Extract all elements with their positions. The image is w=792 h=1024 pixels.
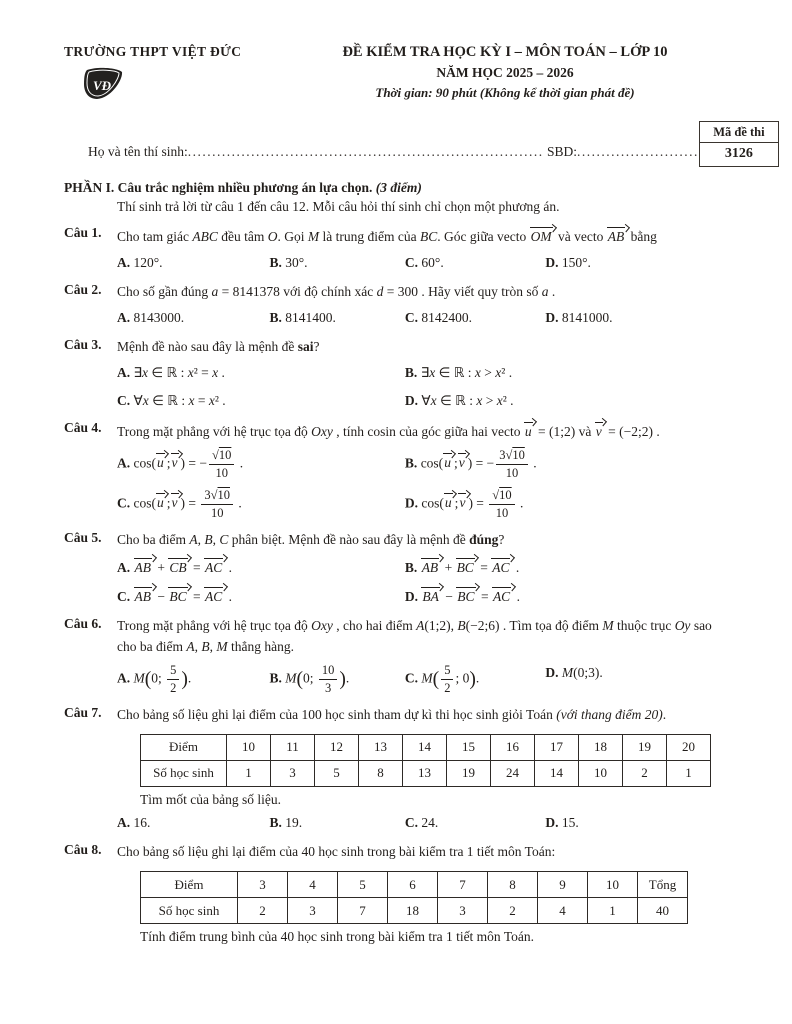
option-A: A. 8143000.	[117, 310, 185, 326]
question-number: Câu 2.	[64, 282, 102, 298]
option-C: C. AB − BC = AC .	[117, 588, 233, 604]
table-cell: Số học sinh	[141, 760, 227, 786]
question-text: Trong mặt phẳng với hệ trục tọa độ Oxy , tính cosin của góc giữa hai vecto u = (1;2) và v = (−2;2) .	[117, 423, 660, 439]
question-text: Cho bảng số liệu ghi lại điểm của 40 học sinh trong bài kiểm tra 1 tiết môn Toán:	[117, 844, 556, 860]
table-cell: Điểm	[141, 872, 238, 898]
candidate-name-field: .........................................................................	[187, 144, 544, 159]
exam-year: NĂM HỌC 2025 – 2026	[436, 65, 574, 80]
exam-duration: Thời gian: 90 phút (Không kể thời gian phát đề)	[375, 85, 635, 100]
exam-code-value: 3126	[724, 146, 753, 161]
question-number: Câu 5.	[64, 529, 102, 545]
question-text: Cho bảng số liệu ghi lại điểm của 100 học sinh tham dự kì thi học sinh giỏi Toán (với thang điểm 20).	[117, 706, 667, 722]
option-D: D. 8141000.	[545, 310, 613, 326]
table-cell: 18	[388, 898, 438, 924]
option-C: C. cos(u ;v ) = $\frac{3√10}{10}$ .	[117, 487, 242, 520]
table-cell: 15	[447, 734, 491, 760]
question-number: Câu 4.	[64, 419, 102, 435]
option-B: B. 30°.	[269, 254, 308, 270]
option-letter: B.	[404, 455, 418, 471]
question-number: Câu 1.	[64, 225, 102, 240]
option-letter: A.	[117, 670, 131, 686]
option-B: B. 8141400.	[269, 310, 336, 326]
question-head	[64, 282, 734, 303]
table-cell: 14	[535, 760, 579, 786]
question-4	[64, 420, 734, 521]
option-letter: B.	[269, 814, 282, 830]
sbd-field: .........................	[577, 144, 699, 159]
question-number: Câu 3.	[64, 337, 102, 353]
option-B: B. 19.	[269, 814, 303, 830]
question-number: Câu 6.	[64, 616, 102, 632]
option-C: C. M( $\frac{5}{2}$ ; 0).	[404, 662, 480, 695]
question-8	[64, 842, 734, 945]
table-cell: 1	[227, 760, 271, 786]
table-row	[141, 872, 688, 898]
table-cell: 5	[315, 760, 359, 786]
data-table	[140, 734, 711, 787]
candidate-info-row	[64, 121, 765, 167]
options-group	[117, 251, 734, 273]
option-C: C. 24.	[404, 814, 439, 830]
table-cell: 8	[488, 872, 538, 898]
exam-code-box	[699, 121, 779, 167]
question-head	[64, 842, 734, 863]
table-cell: 19	[447, 760, 491, 786]
part1-heading	[64, 180, 734, 196]
candidate-name-label: Họ và tên thí sinh:	[88, 144, 188, 159]
table-cell: Điểm	[141, 734, 227, 760]
table-cell: 14	[403, 734, 447, 760]
table-cell: 19	[623, 734, 667, 760]
sbd-label: SBD:	[547, 144, 578, 159]
option-letter: B.	[269, 254, 282, 270]
option-letter: A.	[117, 814, 131, 830]
option-letter: A.	[117, 559, 131, 575]
question-head	[64, 530, 734, 551]
question-post-text: Tìm mốt của bảng số liệu.	[140, 791, 281, 807]
question-head	[64, 420, 734, 443]
part1-instruction: Thí sinh trả lời từ câu 1 đến câu 12. Mỗi câu hỏi thí sinh chỉ chọn một phương án.	[117, 199, 560, 214]
option-letter: B.	[269, 670, 282, 686]
table-cell: 6	[388, 872, 438, 898]
option-letter: C.	[117, 392, 131, 408]
questions-list	[64, 225, 734, 945]
option-C: C. 8142400.	[404, 310, 473, 326]
part1-title: PHẦN I. Câu trắc nghiệm nhiều phương án lựa chọn.	[64, 180, 373, 195]
question-text: Mệnh đề nào sau đây là mệnh đề sai?	[117, 339, 320, 355]
options-group	[117, 446, 734, 521]
table-cell: 10	[579, 760, 623, 786]
table-cell: 1	[667, 760, 711, 786]
question-5	[64, 530, 734, 607]
table-cell: 4	[288, 872, 338, 898]
option-letter: D.	[545, 310, 559, 326]
option-letter: C.	[404, 254, 419, 270]
table-cell: 3	[238, 872, 288, 898]
table-cell: 13	[359, 734, 403, 760]
option-A: A. cos(u ;v ) = − $\frac{√10}{10}$ .	[117, 447, 244, 480]
options-group	[117, 361, 734, 411]
option-letter: D.	[545, 254, 559, 270]
option-letter: C.	[404, 670, 419, 686]
question-text: Cho ba điểm A, B, C phân biệt. Mệnh đề nào sau đây là mệnh đề đúng?	[117, 531, 505, 547]
option-A: A. ∃x ∈ ℝ : x² = x .	[117, 365, 225, 381]
question-post-text: Tính điểm trung bình của 40 học sinh trong bài kiểm tra 1 tiết môn Toán.	[140, 929, 534, 945]
table-row	[141, 898, 688, 924]
option-letter: C.	[117, 495, 131, 511]
part1-points: (3 điểm)	[375, 180, 422, 195]
table-cell: Số học sinh	[141, 898, 238, 924]
option-letter: D.	[545, 814, 559, 830]
data-table	[140, 871, 688, 924]
candidate-info-line	[64, 144, 699, 167]
option-letter: B.	[269, 310, 282, 326]
table-cell: 40	[638, 898, 688, 924]
table-cell: 10	[227, 734, 271, 760]
option-C: C. 60°.	[404, 254, 444, 270]
table-cell: 17	[535, 734, 579, 760]
option-letter: A.	[117, 254, 131, 270]
table-cell: 5	[338, 872, 388, 898]
question-2	[64, 282, 734, 328]
table-cell: 8	[359, 760, 403, 786]
table-cell: 16	[491, 734, 535, 760]
option-letter: B.	[404, 365, 418, 381]
data-table-wrap	[140, 871, 734, 924]
question-7	[64, 705, 734, 833]
question-number: Câu 7.	[64, 704, 102, 720]
option-D: D. M(0;3).	[545, 664, 603, 680]
exam-title-block	[276, 44, 734, 105]
exam-title: ĐỀ KIỂM TRA HỌC KỲ I – MÔN TOÁN – LỚP 10	[342, 44, 668, 60]
question-1	[64, 225, 734, 273]
table-cell: 3	[288, 898, 338, 924]
table-cell: 9	[538, 872, 588, 898]
option-A: A. 120°.	[117, 254, 163, 270]
school-name: TRƯỜNG THPT VIỆT ĐỨC	[64, 44, 242, 59]
option-letter: C.	[117, 588, 131, 604]
exam-header	[64, 44, 734, 105]
option-A: A. 16.	[117, 814, 151, 830]
exam-code-label: Mã đề thi	[700, 122, 778, 143]
table-cell: 2	[488, 898, 538, 924]
table-cell: 13	[403, 760, 447, 786]
school-block	[64, 44, 276, 105]
table-row	[141, 760, 711, 786]
question-6	[64, 616, 734, 696]
question-3	[64, 337, 734, 410]
table-cell: 1	[588, 898, 638, 924]
options-group	[117, 661, 734, 696]
data-table-wrap	[140, 734, 734, 787]
question-head	[64, 225, 734, 248]
table-row	[141, 734, 711, 760]
table-cell: 2	[238, 898, 288, 924]
option-B: B. cos(u ;v ) = − $\frac{3√10}{10}$ .	[404, 447, 537, 480]
options-group	[117, 554, 734, 608]
question-head	[64, 337, 734, 358]
table-cell: 18	[579, 734, 623, 760]
table-cell: 20	[667, 734, 711, 760]
question-head	[64, 616, 734, 658]
option-letter: A.	[117, 365, 131, 381]
table-cell: 7	[438, 872, 488, 898]
option-D: D. ∀x ∈ ℝ : x > x² .	[404, 392, 514, 408]
table-cell: 3	[271, 760, 315, 786]
school-logo-icon	[82, 67, 276, 105]
option-B: B. ∃x ∈ ℝ : x > x² .	[404, 365, 513, 381]
question-text: Cho số gần đúng a = 8141378 với độ chính xác d = 300 . Hãy viết quy tròn số a .	[117, 284, 556, 300]
option-letter: D.	[404, 495, 419, 511]
question-number: Câu 8.	[64, 842, 102, 858]
question-head	[64, 705, 734, 726]
option-letter: C.	[404, 814, 419, 830]
table-cell: 3	[438, 898, 488, 924]
option-B: B. AB + BC = AC .	[404, 559, 520, 575]
option-letter: D.	[545, 664, 559, 680]
option-letter: D.	[404, 588, 419, 604]
logo-text: VĐ	[93, 78, 112, 93]
option-letter: D.	[404, 392, 419, 408]
option-D: D. 150°.	[545, 254, 591, 270]
table-cell: 24	[491, 760, 535, 786]
option-D: D. 15.	[545, 814, 579, 830]
options-group	[117, 306, 734, 328]
table-cell: Tổng	[638, 872, 688, 898]
option-D: D. BA − BC = AC .	[404, 588, 520, 604]
option-letter: A.	[117, 455, 131, 471]
option-C: C. ∀x ∈ ℝ : x = x² .	[117, 392, 226, 408]
option-letter: A.	[117, 310, 131, 326]
options-group	[117, 811, 734, 833]
option-A: A. AB + CB = AC .	[117, 559, 233, 575]
table-cell: 2	[623, 760, 667, 786]
question-text: Trong mặt phẳng với hệ trục tọa độ Oxy , cho hai điểm A(1;2), B(−2;6) . Tìm tọa độ điểm M thuộc trục Oy sao cho ba điểm A, B, M thẳng hàng.	[117, 618, 712, 655]
option-D: D. cos(u ;v ) = $\frac{√10}{10}$ .	[404, 487, 524, 520]
option-B: B. M(0; $\frac{10}{3}$ ).	[269, 662, 350, 695]
table-cell: 11	[271, 734, 315, 760]
table-cell: 4	[538, 898, 588, 924]
table-cell: 12	[315, 734, 359, 760]
option-letter: B.	[404, 559, 418, 575]
option-letter: C.	[404, 310, 419, 326]
table-cell: 10	[588, 872, 638, 898]
table-cell: 7	[338, 898, 388, 924]
option-A: A. M(0; $\frac{5}{2}$ ).	[117, 662, 192, 695]
question-text: Cho tam giác ABC đều tâm O. Gọi M là trung điểm của BC. Góc giữa vecto OM và vecto AB bằng	[117, 229, 657, 244]
